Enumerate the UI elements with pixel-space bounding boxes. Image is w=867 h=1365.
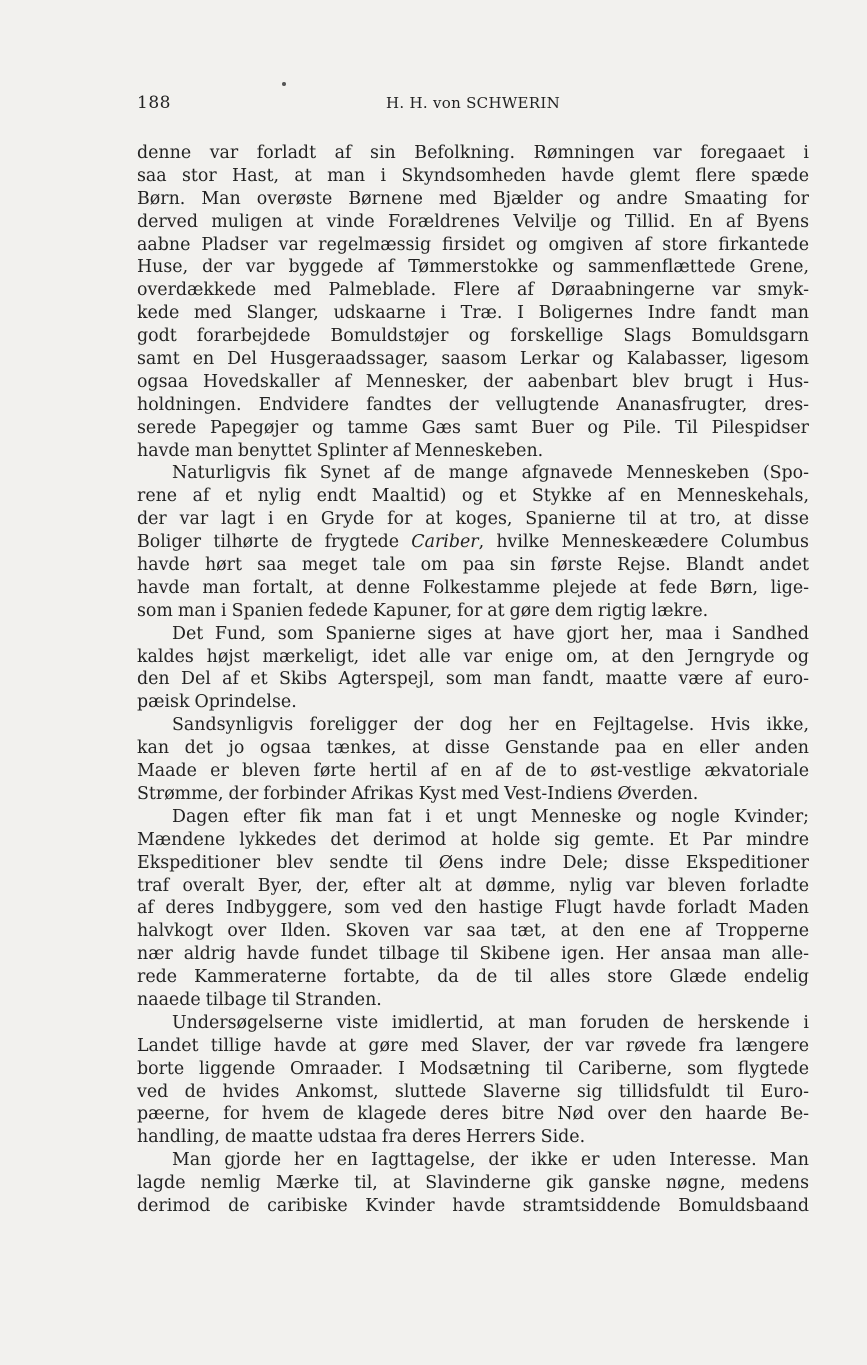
text-line: Mændene lykkedes det derimod at holde sig gemte. Et Par mindre bbox=[137, 829, 809, 850]
text-line: derimod de caribiske Kvinder havde stramtsiddende Bomuldsbaand bbox=[137, 1195, 809, 1216]
text-line: ved de hvides Ankomst, sluttede Slaverne sig tillidsfuldt til Euro- bbox=[137, 1081, 809, 1102]
page-mark bbox=[282, 82, 286, 86]
text-line: traf overalt Byer, der, efter alt at dømme, nylig var bleven forladte bbox=[137, 875, 809, 896]
text-line: pæisk Oprindelse. bbox=[137, 692, 297, 713]
text-line: Man gjorde her en Iagttagelse, der ikke er uden Interesse. Man bbox=[172, 1150, 809, 1171]
body-text bbox=[137, 142, 809, 1218]
text-segment: Boliger tilhørte de frygtede bbox=[137, 532, 412, 553]
text-line: rene af et nylig endt Maaltid) og et Stykke af en Menneskehals, bbox=[137, 486, 809, 507]
text-line: af deres Indbyggere, som ved den hastige Flugt havde forladt Maden bbox=[137, 898, 809, 919]
text-line: der var lagt i en Gryde for at koges, Spanierne til at tro, at disse bbox=[137, 509, 809, 530]
text-line: havde man fortalt, at denne Folkestamme plejede at fede Børn, lige- bbox=[137, 577, 809, 598]
text-line: Landet tillige havde at gøre med Slaver, der var røvede fra længere bbox=[137, 1035, 809, 1056]
text-line: kede med Slanger, udskaarne i Træ. I Boligernes Indre fandt man bbox=[137, 303, 809, 324]
text-line: Dagen efter fik man fat i et ungt Menneske og nogle Kvinder; bbox=[172, 806, 809, 827]
text-line: Naturligvis fik Synet af de mange afgnavede Menneskeben (Spo- bbox=[172, 463, 809, 484]
text-line: samt en Del Husgeraadssager, saasom Lerkar og Kalabasser, ligesom bbox=[137, 349, 809, 370]
text-line: lagde nemlig Mærke til, at Slavinderne gik ganske nøgne, medens bbox=[137, 1173, 809, 1194]
text-line: ogsaa Hovedskaller af Mennesker, der aabenbart blev brugt i Hus- bbox=[137, 371, 809, 392]
text-line: Ekspeditioner blev sendte til Øens indre Dele; disse Ekspeditioner bbox=[137, 852, 809, 873]
text-line: borte liggende Omraader. I Modsætning til Cariberne, som flygtede bbox=[137, 1058, 809, 1079]
text-line bbox=[137, 531, 809, 554]
running-head: H. H. von SCHWERIN bbox=[385, 94, 561, 112]
text-line: holdningen. Endvidere fandtes der vellugtende Ananasfrugter, dres- bbox=[137, 394, 809, 415]
text-line: overdækkede med Palmeblade. Flere af Døraabningerne var smyk- bbox=[137, 280, 809, 301]
text-line: kaldes højst mærkeligt, idet alle var enige om, at den Jerngryde og bbox=[137, 646, 809, 667]
text-line: nær aldrig havde fundet tilbage til Skibene igen. Her ansaa man alle- bbox=[137, 944, 809, 965]
text-line: kan det jo ogsaa tænkes, at disse Genstande paa en eller anden bbox=[137, 738, 809, 759]
text-line: aabne Pladser var regelmæssig firsidet og omgiven af store firkantede bbox=[137, 234, 809, 255]
text-line: halvkogt over Ilden. Skoven var saa tæt, at den ene af Tropperne bbox=[137, 921, 809, 942]
text-line: havde man benyttet Splinter af Menneskeben. bbox=[137, 440, 544, 461]
text-segment: , hvilke Menneskeædere Columbus bbox=[478, 532, 809, 553]
page-header bbox=[137, 93, 809, 115]
text-line: Strømme, der forbinder Afrikas Kyst med Vest-Indiens Øverden. bbox=[137, 783, 699, 804]
text-line: Huse, der var byggede af Tømmerstokke og sammenflættede Grene, bbox=[137, 257, 809, 278]
text-line: Børn. Man overøste Børnene med Bjælder og andre Smaating for bbox=[137, 188, 809, 209]
text-line: handling, de maatte udstaa fra deres Herrers Side. bbox=[137, 1127, 586, 1148]
text-line: godt forarbejdede Bomuldstøjer og forskellige Slags Bomuldsgarn bbox=[137, 326, 809, 347]
text-line: saa stor Hast, at man i Skyndsomheden havde glemt flere spæde bbox=[137, 165, 809, 186]
text-line: derved muligen at vinde Forældrenes Velvilje og Tillid. En af Byens bbox=[137, 211, 809, 232]
text-line: denne var forladt af sin Befolkning. Rømningen var foregaaet i bbox=[137, 143, 809, 163]
text-line: naaede tilbage til Stranden. bbox=[137, 989, 382, 1010]
text-line: havde hørt saa meget tale om paa sin første Rejse. Blandt andet bbox=[137, 555, 809, 576]
text-line: Det Fund, som Spanierne siges at have gjort her, maa i Sandhed bbox=[172, 623, 809, 644]
text-line: Sandsynligvis foreligger der dog her en Fejltagelse. Hvis ikke, bbox=[172, 715, 809, 736]
text-line: Undersøgelserne viste imidlertid, at man foruden de herskende i bbox=[172, 1012, 809, 1033]
text-line: serede Papegøjer og tamme Gæs samt Buer og Pile. Til Pilespidser bbox=[137, 417, 809, 438]
page-number: 188 bbox=[137, 93, 171, 113]
italic-term: Cariber bbox=[411, 532, 479, 553]
text-line: som man i Spanien fedede Kapuner, for at gøre dem rigtig lækre. bbox=[137, 600, 709, 621]
text-line: rede Kammeraterne fortabte, da de til alles store Glæde endelig bbox=[137, 967, 809, 988]
text-line: pæerne, for hvem de klagede deres bitre Nød over den haarde Be- bbox=[137, 1104, 809, 1125]
text-line: Maade er bleven førte hertil af en af de to øst-vestlige ækvatoriale bbox=[137, 761, 809, 782]
text-line: den Del af et Skibs Agterspejl, som man fandt, maatte være af euro- bbox=[137, 669, 809, 690]
